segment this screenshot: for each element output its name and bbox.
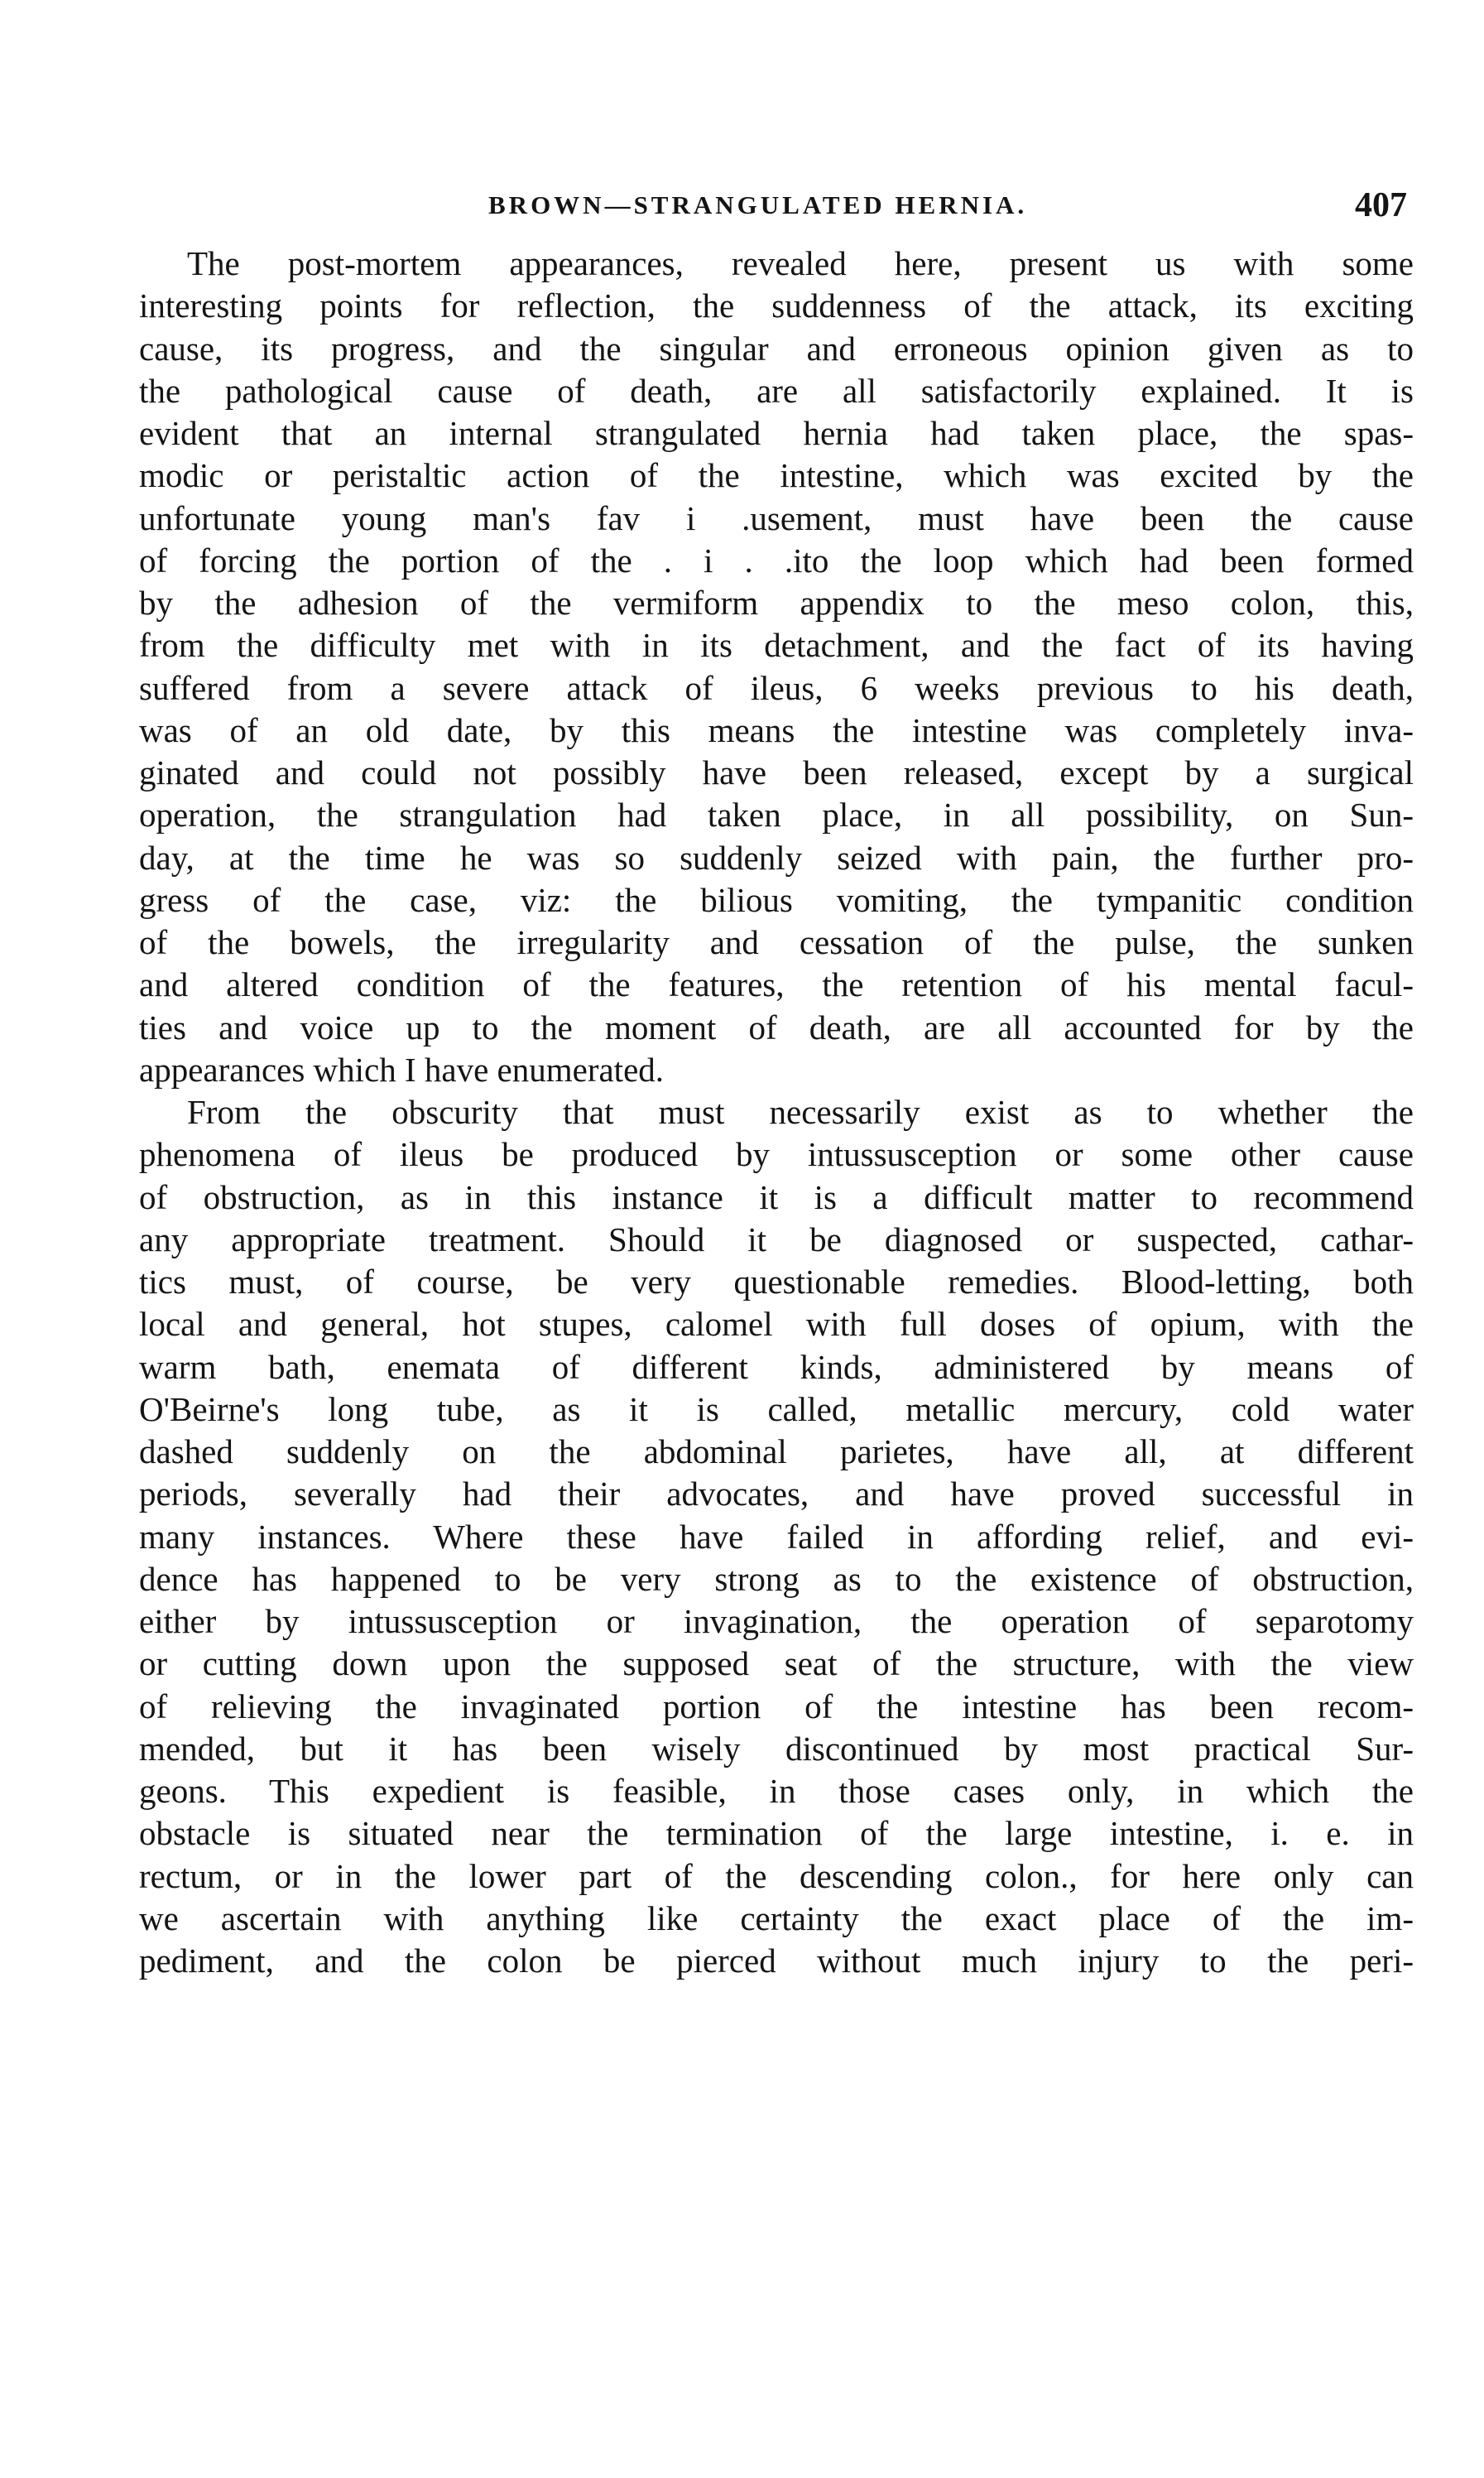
text-line: local and general, hot stupes, calomel with full doses of opium, with the [139, 1305, 1414, 1344]
text-line: evident that an internal strangulated hernia had taken place, the spas- [139, 414, 1414, 452]
text-line: geons. This expedient is feasible, in those cases only, in which the [139, 1772, 1414, 1810]
text-line: appearances which I have enumerated. [139, 1050, 665, 1089]
text-line: many instances. Where these have failed in affording relief, and evi- [139, 1517, 1414, 1556]
text-line: from the difficulty met with in its detachment, and the fact of its having [139, 626, 1414, 665]
text-line: unfortunate young man's fav i .usement, must have been the cause [139, 498, 1414, 537]
text-line: ginated and could not possibly have been released, except by a surgical [139, 753, 1414, 792]
text-line: warm bath, enemata of different kinds, administered by means of [139, 1347, 1414, 1386]
text-line: day, at the time he was so suddenly seized with pain, the further pro- [139, 838, 1414, 877]
text-line: of forcing the portion of the . i . .ito the loop which had been formed [139, 541, 1414, 580]
text-line: or cutting down upon the supposed seat of the structure, with the view [139, 1644, 1414, 1683]
text-line: pediment, and the colon be pierced without much injury to the peri- [139, 1942, 1414, 1980]
running-title: BROWN—STRANGULATED HERNIA. [488, 190, 1028, 219]
text-line: either by intussusception or invagination, the operation of separotomy [139, 1602, 1414, 1640]
text-line: mended, but it has been wisely discontinued by most practical Sur- [139, 1729, 1414, 1768]
text-line: dence has happened to be very strong as to the existence of obstruction, [139, 1559, 1414, 1598]
text-line: cause, its progress, and the singular and erroneous opinion given as to [139, 329, 1414, 368]
text-line: ties and voice up to the moment of death, are all accounted for by the [139, 1008, 1414, 1047]
text-line: of relieving the invaginated portion of the intestine has been recom- [139, 1686, 1414, 1725]
text-line: obstacle is situated near the termination of the large intestine, i. e. in [139, 1814, 1414, 1853]
text-line: rectum, or in the lower part of the descending colon., for here only can [139, 1856, 1414, 1895]
text-line: any appropriate treatment. Should it be diagnosed or suspected, cathar- [139, 1220, 1414, 1258]
text-line: the pathological cause of death, are all satisfactorily explained. It is [139, 371, 1414, 410]
text-line: interesting points for reflection, the suddenness of the attack, its exciting [139, 286, 1414, 325]
text-line: was of an old date, by this means the intestine was completely inva- [139, 710, 1414, 749]
text-line: The post-mortem appearances, revealed here, present us with some [187, 244, 1414, 282]
text-line: tics must, of course, be very questionable remedies. Blood-letting, both [139, 1263, 1414, 1301]
text-line: we ascertain with anything like certainty the exact place of the im- [139, 1898, 1414, 1937]
text-line: periods, severally had their advocates, and have proved successful in [139, 1475, 1414, 1513]
text-line: of obstruction, as in this instance it is a difficult matter to recommend [139, 1177, 1414, 1216]
text-line: and altered condition of the features, the retention of his mental facul- [139, 965, 1414, 1004]
text-line: operation, the strangulation had taken place, in all possibility, on Sun- [139, 796, 1414, 835]
text-line: gress of the case, viz: the bilious vomiting, the tympanitic condition [139, 880, 1414, 919]
text-line: by the adhesion of the vermiform appendix to the meso colon, this, [139, 584, 1414, 622]
text-line: modic or peristaltic action of the intestine, which was excited by the [139, 456, 1414, 495]
page-number: 407 [1355, 186, 1407, 224]
text-line: dashed suddenly on the abdominal parietes, have all, at different [139, 1432, 1414, 1470]
running-head [463, 180, 1407, 230]
text-line: phenomena of ileus be produced by intussusception or some other cause [139, 1135, 1414, 1174]
text-line: of the bowels, the irregularity and cessation of the pulse, the sunken [139, 923, 1414, 961]
body-text [139, 243, 1414, 1982]
text-line: suffered from a severe attack of ileus, 6 weeks previous to his death, [139, 668, 1414, 707]
text-line: O'Beirne's long tube, as it is called, metallic mercury, cold water [139, 1389, 1414, 1428]
text-line: From the obscurity that must necessarily exist as to whether the [187, 1093, 1414, 1131]
